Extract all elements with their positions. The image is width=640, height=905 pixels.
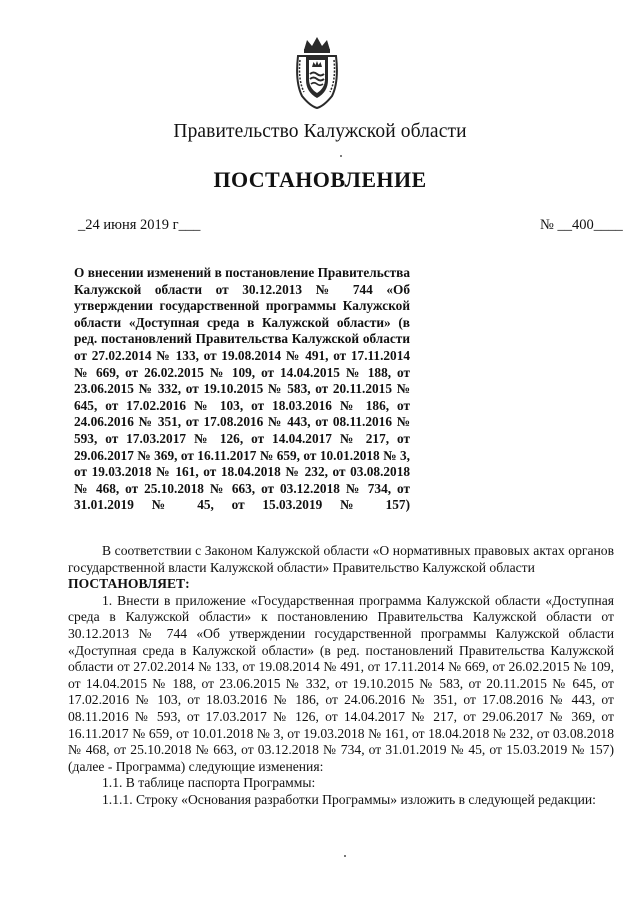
document-body xyxy=(68,543,614,809)
preamble-paragraph xyxy=(68,543,614,576)
coat-of-arms-icon xyxy=(294,34,340,110)
item-1-1-paragraph: 1.1. В таблице паспорта Программы: xyxy=(102,775,316,791)
item-1-paragraph: 1. Внести в приложение «Государственная программа Калужской области «Доступная среда в Калужской области» к постановлению Правительства Калужской области от 30.12.2013 № 744 «Об утверждении государственной программы Калужской области «Доступная среда в Калужской области» (в ред. постановлений Правительства Калужской области от 27.02.2014 № 133, от 19.08.2014 № 491, от 17.11.2014 № 669, от 26.02.2015 № 109, от 14.04.2015 № 188, от 23.06.2015 № 332, от 19.10.2015 № 583, от 20.11.2015 № 645, от 17.02.2016 № 103, от 18.03.2016 № 186, от 24.06.2016 № 351, от 17.08.2016 № 443, от 08.11.2016 № 593, от 17.03.2017 № 126, от 14.04.2017 № 217, от 29.06.2017 № 369, от 16.11.2017 № 659, от 10.01.2018 № 3, от 19.03.2018 № 161, от 18.04.2018 № 232, от 03.08.2018 № 468, от 25.10.2018 № 663, от 03.12.2018 № 734, от 31.01.2019 № 45, от 15.03.2019 № 157) (далее - Программа) следующие изменения: xyxy=(68,592,614,774)
document-date: _24 июня 2019 г___ xyxy=(78,217,201,233)
document-number: № __400____ xyxy=(540,217,623,233)
decrees-heading: ПОСТАНОВЛЯЕТ: xyxy=(68,576,190,592)
scan-speck xyxy=(344,855,346,857)
item-1-1-1-paragraph: 1.1.1. Строку «Основания разработки Программы» изложить в следующей редакции: xyxy=(102,791,596,807)
document-subject: О внесении изменений в постановление Правительства Калужской области от 30.12.2013 № 744 «Об утверждении государственной программы Калужской области «Доступная среда в Калужской области» (в ред. постановлений Правительства Калужской области от 27.02.2014 № 133, от 19.08.2014 № 491, от 17.11.2014 № 669, от 26.02.2015 № 109, от 14.04.2015 № 188, от 23.06.2015 № 332, от 19.10.2015 № 583, от 20.11.2015 № 645, от 17.02.2016 № 103, от 18.03.2016 № 186, от 24.06.2016 № 351, от 17.08.2016 № 443, от 08.11.2016 № 593, от 17.03.2017 № 126, от 14.04.2017 № 217, от 29.06.2017 № 369, от 16.11.2017 № 659, от 10.01.2018 № 3, от 19.03.2018 № 161, от 18.04.2018 № 232, от 03.08.2018 № 468, от 25.10.2018 № 663, от 03.12.2018 № 734, от 31.01.2019 № 45, от 15.03.2019 № 157) xyxy=(74,265,410,513)
scan-speck xyxy=(340,155,342,157)
preamble-text: В соответствии с Законом Калужской области «О нормативных правовых актах органов государственной власти Калужской области» Правительство Калужской области xyxy=(68,543,614,575)
document-type-title: ПОСТАНОВЛЕНИЕ xyxy=(213,167,427,192)
issuing-authority: Правительство Калужской области xyxy=(173,121,467,142)
